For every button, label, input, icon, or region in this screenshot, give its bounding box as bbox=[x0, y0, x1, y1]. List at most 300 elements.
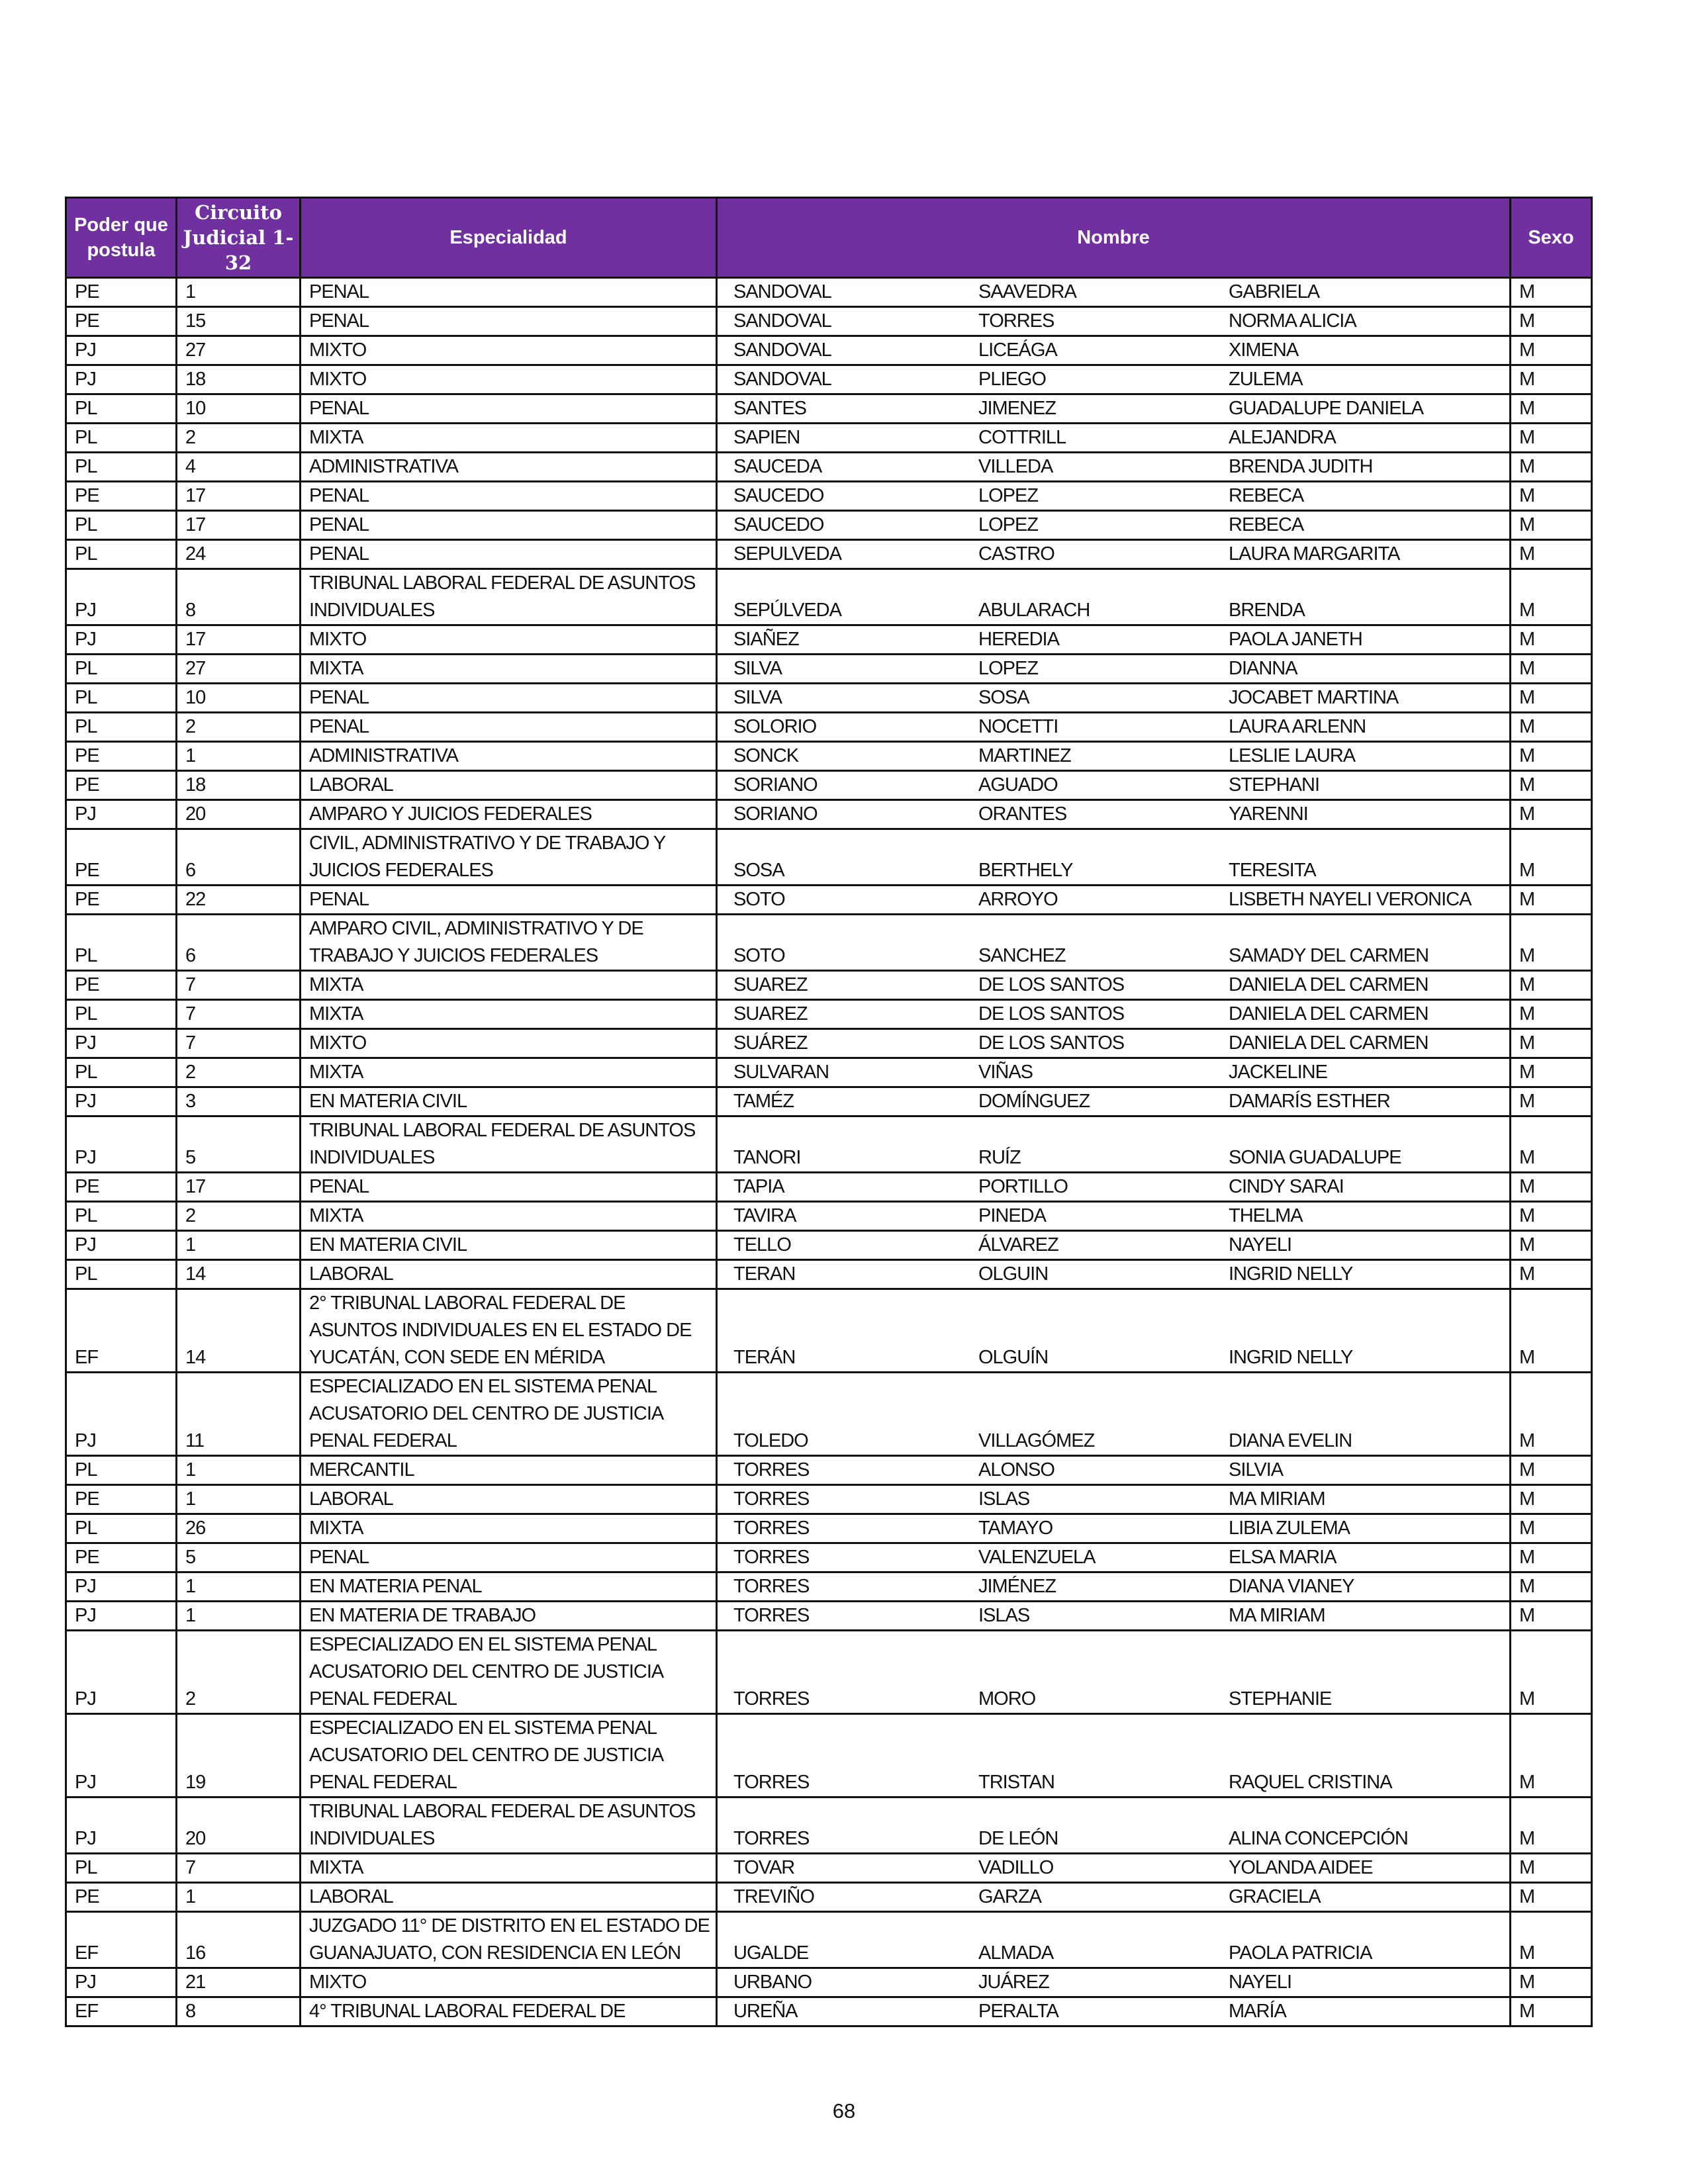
cell-poder: PE bbox=[66, 971, 177, 1000]
cell-nombres: INGRID NELLY bbox=[1229, 1347, 1353, 1368]
cell-sexo: M bbox=[1511, 394, 1592, 424]
cell-nombres: INGRID NELLY bbox=[1229, 1263, 1353, 1285]
cell-circuito: 17 bbox=[177, 511, 301, 540]
cell-especialidad: MIXTO bbox=[301, 1968, 717, 1997]
cell-nombre bbox=[717, 394, 1511, 424]
cell-especialidad: PENAL bbox=[301, 540, 717, 569]
table-row bbox=[66, 886, 1592, 915]
cell-especialidad: PENAL bbox=[301, 511, 717, 540]
cell-apellido-paterno: TORRES bbox=[733, 1547, 810, 1568]
cell-especialidad: LABORAL bbox=[301, 771, 717, 800]
cell-especialidad: ADMINISTRATIVA bbox=[301, 453, 717, 482]
cell-apellido-paterno: SANDOVAL bbox=[733, 281, 831, 302]
cell-apellido-materno: TAMAYO bbox=[978, 1518, 1053, 1539]
cell-circuito: 26 bbox=[177, 1514, 301, 1543]
cell-poder: PL bbox=[66, 424, 177, 453]
cell-apellido-paterno: URBANO bbox=[733, 1972, 812, 1993]
cell-circuito: 24 bbox=[177, 540, 301, 569]
cell-nombre bbox=[717, 1797, 1511, 1854]
cell-circuito: 4 bbox=[177, 453, 301, 482]
cell-apellido-materno: ORANTES bbox=[978, 803, 1067, 825]
cell-especialidad: MIXTO bbox=[301, 625, 717, 655]
cell-apellido-materno: JIMÉNEZ bbox=[978, 1576, 1056, 1597]
cell-nombre bbox=[717, 625, 1511, 655]
cell-apellido-paterno: SAUCEDA bbox=[733, 456, 822, 477]
table-row bbox=[66, 742, 1592, 771]
cell-sexo: M bbox=[1511, 1631, 1592, 1714]
table-row bbox=[66, 278, 1592, 307]
cell-poder: PJ bbox=[66, 1572, 177, 1602]
cell-nombres: REBECA bbox=[1229, 514, 1304, 535]
cell-apellido-paterno: TOVAR bbox=[733, 1857, 795, 1878]
cell-poder: EF bbox=[66, 1912, 177, 1968]
cell-nombre bbox=[717, 1514, 1511, 1543]
table-row bbox=[66, 1058, 1592, 1087]
cell-apellido-materno: BERTHELY bbox=[978, 860, 1073, 881]
cell-especialidad: PENAL bbox=[301, 886, 717, 915]
cell-poder: PL bbox=[66, 453, 177, 482]
cell-nombre bbox=[717, 1714, 1511, 1797]
cell-circuito: 19 bbox=[177, 1714, 301, 1797]
cell-apellido-materno: ALMADA bbox=[978, 1942, 1054, 1964]
cell-apellido-materno: PORTILLO bbox=[978, 1176, 1068, 1197]
cell-apellido-materno: RUÍZ bbox=[978, 1147, 1021, 1168]
cell-nombre bbox=[717, 1997, 1511, 2026]
cell-apellido-materno: AGUADO bbox=[978, 774, 1058, 796]
cell-nombres: DAMARÍS ESTHER bbox=[1229, 1091, 1390, 1112]
cell-especialidad: AMPARO CIVIL, ADMINISTRATIVO Y DE TRABAJO Y JUICIOS FEDERALES bbox=[301, 915, 717, 971]
table-row bbox=[66, 1968, 1592, 1997]
cell-sexo: M bbox=[1511, 1602, 1592, 1631]
cell-especialidad: PENAL bbox=[301, 1543, 717, 1572]
cell-especialidad: CIVIL, ADMINISTRATIVO Y DE TRABAJO Y JUICIOS FEDERALES bbox=[301, 829, 717, 886]
cell-apellido-materno: HEREDIA bbox=[978, 629, 1059, 650]
cell-nombre bbox=[717, 1289, 1511, 1373]
cell-apellido-paterno: SANTES bbox=[733, 398, 807, 419]
cell-apellido-paterno: TORRES bbox=[733, 1488, 810, 1510]
cell-apellido-materno: ÁLVAREZ bbox=[978, 1234, 1058, 1255]
cell-especialidad: MIXTO bbox=[301, 1029, 717, 1058]
cell-apellido-paterno: TORRES bbox=[733, 1576, 810, 1597]
cell-sexo: M bbox=[1511, 1260, 1592, 1289]
cell-poder: PE bbox=[66, 1543, 177, 1572]
cell-apellido-materno: DE LOS SANTOS bbox=[978, 974, 1125, 995]
cell-especialidad: JUZGADO 11° DE DISTRITO EN EL ESTADO DE GUANAJUATO, CON RESIDENCIA EN LEÓN bbox=[301, 1912, 717, 1968]
cell-circuito: 17 bbox=[177, 1173, 301, 1202]
cell-nombre bbox=[717, 1485, 1511, 1514]
cell-nombre bbox=[717, 1029, 1511, 1058]
cell-poder: PL bbox=[66, 655, 177, 684]
cell-especialidad: EN MATERIA PENAL bbox=[301, 1572, 717, 1602]
cell-nombre bbox=[717, 829, 1511, 886]
table-row bbox=[66, 1543, 1592, 1572]
cell-sexo: M bbox=[1511, 424, 1592, 453]
cell-nombres: STEPHANI bbox=[1229, 774, 1320, 796]
table-row bbox=[66, 1912, 1592, 1968]
cell-circuito: 1 bbox=[177, 1485, 301, 1514]
cell-circuito: 15 bbox=[177, 307, 301, 336]
table-row bbox=[66, 1173, 1592, 1202]
cell-nombre bbox=[717, 1202, 1511, 1231]
cell-poder: EF bbox=[66, 1289, 177, 1373]
cell-apellido-paterno: TERAN bbox=[733, 1263, 796, 1285]
cell-apellido-materno: DE LEÓN bbox=[978, 1828, 1058, 1849]
cell-apellido-materno: ARROYO bbox=[978, 889, 1058, 910]
cell-nombre bbox=[717, 1602, 1511, 1631]
cell-apellido-materno: SAAVEDRA bbox=[978, 281, 1076, 302]
cell-especialidad: EN MATERIA CIVIL bbox=[301, 1231, 717, 1260]
table-row bbox=[66, 453, 1592, 482]
cell-especialidad: LABORAL bbox=[301, 1260, 717, 1289]
cell-nombre bbox=[717, 278, 1511, 307]
cell-poder: PE bbox=[66, 307, 177, 336]
cell-apellido-materno: VILLEDA bbox=[978, 456, 1053, 477]
cell-apellido-materno: SOSA bbox=[978, 687, 1029, 708]
cell-sexo: M bbox=[1511, 1714, 1592, 1797]
cell-especialidad: EN MATERIA DE TRABAJO bbox=[301, 1602, 717, 1631]
table-row bbox=[66, 1289, 1592, 1373]
cell-circuito: 1 bbox=[177, 1883, 301, 1912]
cell-sexo: M bbox=[1511, 1854, 1592, 1883]
cell-apellido-paterno: TANORI bbox=[733, 1147, 801, 1168]
table-row bbox=[66, 1373, 1592, 1456]
table-row bbox=[66, 336, 1592, 365]
table-row bbox=[66, 625, 1592, 655]
cell-sexo: M bbox=[1511, 1173, 1592, 1202]
cell-apellido-materno: VIÑAS bbox=[978, 1062, 1033, 1083]
cell-apellido-materno: TRISTAN bbox=[978, 1772, 1055, 1793]
cell-sexo: M bbox=[1511, 1289, 1592, 1373]
cell-nombres: LAURA ARLENN bbox=[1229, 716, 1366, 737]
cell-circuito: 1 bbox=[177, 742, 301, 771]
cell-sexo: M bbox=[1511, 1373, 1592, 1456]
cell-sexo: M bbox=[1511, 1797, 1592, 1854]
cell-apellido-paterno: SIAÑEZ bbox=[733, 629, 799, 650]
cell-nombres: THELMA bbox=[1229, 1205, 1303, 1226]
cell-nombre bbox=[717, 1058, 1511, 1087]
cell-sexo: M bbox=[1511, 453, 1592, 482]
cell-nombres: LAURA MARGARITA bbox=[1229, 543, 1400, 565]
cell-sexo: M bbox=[1511, 1968, 1592, 1997]
cell-poder: PE bbox=[66, 829, 177, 886]
cell-especialidad: MIXTA bbox=[301, 971, 717, 1000]
cell-apellido-paterno: TAMÉZ bbox=[733, 1091, 794, 1112]
cell-nombre bbox=[717, 1572, 1511, 1602]
cell-apellido-paterno: TORRES bbox=[733, 1518, 810, 1539]
cell-especialidad: MIXTO bbox=[301, 365, 717, 394]
cell-nombres: CINDY SARAI bbox=[1229, 1176, 1344, 1197]
cell-apellido-materno: VILLAGÓMEZ bbox=[978, 1430, 1095, 1451]
cell-apellido-materno: PLIEGO bbox=[978, 369, 1046, 390]
cell-nombres: SONIA GUADALUPE bbox=[1229, 1147, 1401, 1168]
cell-apellido-paterno: TORRES bbox=[733, 1828, 810, 1849]
cell-sexo: M bbox=[1511, 1087, 1592, 1116]
cell-circuito: 18 bbox=[177, 771, 301, 800]
table-row bbox=[66, 1202, 1592, 1231]
cell-apellido-materno: CASTRO bbox=[978, 543, 1055, 565]
cell-especialidad: AMPARO Y JUICIOS FEDERALES bbox=[301, 800, 717, 829]
cell-nombre bbox=[717, 336, 1511, 365]
cell-apellido-paterno: SANDOVAL bbox=[733, 340, 831, 361]
cell-sexo: M bbox=[1511, 771, 1592, 800]
table-row bbox=[66, 1485, 1592, 1514]
cell-poder: PE bbox=[66, 886, 177, 915]
table-row bbox=[66, 1602, 1592, 1631]
header-poder: Poder que postula bbox=[66, 198, 177, 278]
cell-especialidad: PENAL bbox=[301, 713, 717, 742]
cell-poder: PL bbox=[66, 1456, 177, 1485]
table-row bbox=[66, 1000, 1592, 1029]
cell-nombre bbox=[717, 307, 1511, 336]
table-row bbox=[66, 540, 1592, 569]
table-row bbox=[66, 1116, 1592, 1173]
cell-apellido-materno: ISLAS bbox=[978, 1605, 1030, 1626]
cell-nombres: GUADALUPE DANIELA bbox=[1229, 398, 1424, 419]
cell-especialidad: PENAL bbox=[301, 278, 717, 307]
cell-apellido-paterno: SAPIEN bbox=[733, 427, 800, 448]
cell-sexo: M bbox=[1511, 1912, 1592, 1968]
cell-nombres: REBECA bbox=[1229, 485, 1304, 506]
cell-sexo: M bbox=[1511, 1231, 1592, 1260]
cell-nombre bbox=[717, 742, 1511, 771]
cell-especialidad: PENAL bbox=[301, 482, 717, 511]
cell-poder: PJ bbox=[66, 365, 177, 394]
cell-sexo: M bbox=[1511, 1116, 1592, 1173]
cell-poder: PJ bbox=[66, 1116, 177, 1173]
cell-nombres: MA MIRIAM bbox=[1229, 1488, 1325, 1510]
table-row bbox=[66, 1854, 1592, 1883]
cell-apellido-paterno: SULVARAN bbox=[733, 1062, 829, 1083]
cell-poder: PL bbox=[66, 511, 177, 540]
cell-apellido-materno: ALONSO bbox=[978, 1459, 1055, 1480]
cell-apellido-materno: VADILLO bbox=[978, 1857, 1054, 1878]
cell-circuito: 27 bbox=[177, 336, 301, 365]
cell-poder: PJ bbox=[66, 1231, 177, 1260]
cell-poder: PL bbox=[66, 1058, 177, 1087]
cell-circuito: 17 bbox=[177, 625, 301, 655]
table-row bbox=[66, 771, 1592, 800]
cell-sexo: M bbox=[1511, 684, 1592, 713]
cell-nombre bbox=[717, 684, 1511, 713]
cell-nombre bbox=[717, 1116, 1511, 1173]
cell-nombre bbox=[717, 1883, 1511, 1912]
cell-apellido-paterno: TOLEDO bbox=[733, 1430, 808, 1451]
cell-apellido-paterno: SAUCEDO bbox=[733, 514, 824, 535]
cell-nombres: PAOLA PATRICIA bbox=[1229, 1942, 1372, 1964]
cell-circuito: 20 bbox=[177, 1797, 301, 1854]
cell-especialidad: PENAL bbox=[301, 307, 717, 336]
cell-poder: PJ bbox=[66, 625, 177, 655]
cell-nombres: YARENNI bbox=[1229, 803, 1308, 825]
cell-circuito: 21 bbox=[177, 1968, 301, 1997]
cell-poder: PL bbox=[66, 684, 177, 713]
cell-poder: PJ bbox=[66, 1968, 177, 1997]
cell-nombres: DANIELA DEL CARMEN bbox=[1229, 1032, 1429, 1054]
cell-apellido-paterno: TAVIRA bbox=[733, 1205, 796, 1226]
cell-poder: PE bbox=[66, 278, 177, 307]
cell-poder: PJ bbox=[66, 1631, 177, 1714]
table-row bbox=[66, 1997, 1592, 2026]
cell-nombres: STEPHANIE bbox=[1229, 1688, 1332, 1709]
cell-poder: PL bbox=[66, 1514, 177, 1543]
cell-apellido-paterno: TERÁN bbox=[733, 1347, 796, 1368]
cell-nombre bbox=[717, 971, 1511, 1000]
cell-nombres: ALEJANDRA bbox=[1229, 427, 1336, 448]
cell-nombre bbox=[717, 1968, 1511, 1997]
cell-apellido-materno: LOPEZ bbox=[978, 514, 1039, 535]
cell-nombre bbox=[717, 1260, 1511, 1289]
cell-especialidad: MERCANTIL bbox=[301, 1456, 717, 1485]
cell-poder: PL bbox=[66, 713, 177, 742]
cell-apellido-paterno: TORRES bbox=[733, 1772, 810, 1793]
cell-nombres: DIANA VIANEY bbox=[1229, 1576, 1354, 1597]
cell-sexo: M bbox=[1511, 1543, 1592, 1572]
cell-sexo: M bbox=[1511, 1883, 1592, 1912]
cell-sexo: M bbox=[1511, 540, 1592, 569]
table-row bbox=[66, 394, 1592, 424]
cell-poder: PE bbox=[66, 482, 177, 511]
cell-apellido-paterno: SOSA bbox=[733, 860, 784, 881]
cell-nombres: SILVIA bbox=[1229, 1459, 1284, 1480]
cell-nombre bbox=[717, 511, 1511, 540]
cell-sexo: M bbox=[1511, 655, 1592, 684]
cell-apellido-materno: TORRES bbox=[978, 310, 1055, 332]
cell-apellido-materno: MARTINEZ bbox=[978, 745, 1071, 766]
cell-apellido-paterno: TELLO bbox=[733, 1234, 791, 1255]
table-row bbox=[66, 1883, 1592, 1912]
cell-circuito: 20 bbox=[177, 800, 301, 829]
cell-apellido-paterno: SILVA bbox=[733, 687, 782, 708]
cell-apellido-materno: OLGUIN bbox=[978, 1263, 1049, 1285]
table-row bbox=[66, 1087, 1592, 1116]
cell-especialidad: 4° TRIBUNAL LABORAL FEDERAL DE bbox=[301, 1997, 717, 2026]
table-row bbox=[66, 713, 1592, 742]
candidates-table bbox=[65, 197, 1593, 2027]
cell-nombres: NAYELI bbox=[1229, 1972, 1292, 1993]
cell-apellido-paterno: UGALDE bbox=[733, 1942, 809, 1964]
cell-nombres: ZULEMA bbox=[1229, 369, 1303, 390]
table-row bbox=[66, 915, 1592, 971]
cell-apellido-materno: VALENZUELA bbox=[978, 1547, 1096, 1568]
cell-apellido-paterno: SORIANO bbox=[733, 774, 818, 796]
cell-sexo: M bbox=[1511, 1058, 1592, 1087]
table-row bbox=[66, 1231, 1592, 1260]
cell-apellido-materno: DE LOS SANTOS bbox=[978, 1003, 1125, 1024]
cell-sexo: M bbox=[1511, 278, 1592, 307]
cell-especialidad: MIXTA bbox=[301, 655, 717, 684]
cell-poder: PL bbox=[66, 1000, 177, 1029]
cell-apellido-materno: GARZA bbox=[978, 1886, 1041, 1907]
cell-sexo: M bbox=[1511, 713, 1592, 742]
cell-circuito: 14 bbox=[177, 1289, 301, 1373]
cell-apellido-materno: ABULARACH bbox=[978, 600, 1090, 621]
table-row bbox=[66, 1714, 1592, 1797]
cell-nombre bbox=[717, 1456, 1511, 1485]
cell-sexo: M bbox=[1511, 1202, 1592, 1231]
cell-circuito: 1 bbox=[177, 1231, 301, 1260]
cell-nombre bbox=[717, 540, 1511, 569]
cell-nombres: RAQUEL CRISTINA bbox=[1229, 1772, 1392, 1793]
cell-apellido-materno: OLGUÍN bbox=[978, 1347, 1049, 1368]
cell-especialidad: LABORAL bbox=[301, 1485, 717, 1514]
cell-circuito: 2 bbox=[177, 1202, 301, 1231]
cell-circuito: 6 bbox=[177, 829, 301, 886]
header-especialidad: Especialidad bbox=[301, 198, 717, 278]
cell-sexo: M bbox=[1511, 1514, 1592, 1543]
cell-circuito: 7 bbox=[177, 1029, 301, 1058]
cell-poder: PJ bbox=[66, 800, 177, 829]
cell-nombres: NAYELI bbox=[1229, 1234, 1292, 1255]
cell-circuito: 2 bbox=[177, 1058, 301, 1087]
cell-nombres: TERESITA bbox=[1229, 860, 1316, 881]
cell-nombre bbox=[717, 771, 1511, 800]
cell-nombre bbox=[717, 915, 1511, 971]
cell-poder: PJ bbox=[66, 1602, 177, 1631]
table-row bbox=[66, 1797, 1592, 1854]
cell-poder: EF bbox=[66, 1997, 177, 2026]
cell-nombre bbox=[717, 1631, 1511, 1714]
cell-poder: PE bbox=[66, 771, 177, 800]
cell-apellido-materno: JUÁREZ bbox=[978, 1972, 1049, 1993]
cell-apellido-materno: MORO bbox=[978, 1688, 1036, 1709]
cell-sexo: M bbox=[1511, 829, 1592, 886]
cell-especialidad: ESPECIALIZADO EN EL SISTEMA PENAL ACUSATORIO DEL CENTRO DE JUSTICIA PENAL FEDERAL bbox=[301, 1373, 717, 1456]
cell-nombre bbox=[717, 1373, 1511, 1456]
cell-apellido-paterno: SORIANO bbox=[733, 803, 818, 825]
cell-nombre bbox=[717, 453, 1511, 482]
cell-apellido-paterno: SAUCEDO bbox=[733, 485, 824, 506]
cell-circuito: 1 bbox=[177, 1602, 301, 1631]
cell-nombres: ELSA MARIA bbox=[1229, 1547, 1336, 1568]
cell-especialidad: MIXTA bbox=[301, 1202, 717, 1231]
cell-poder: PJ bbox=[66, 569, 177, 625]
cell-especialidad: 2° TRIBUNAL LABORAL FEDERAL DE ASUNTOS INDIVIDUALES EN EL ESTADO DE YUCATÁN, CON SEDE EN MÉRIDA bbox=[301, 1289, 717, 1373]
table-row bbox=[66, 1514, 1592, 1543]
cell-nombres: DIANNA bbox=[1229, 658, 1297, 679]
cell-poder: PJ bbox=[66, 1087, 177, 1116]
cell-apellido-materno: JIMENEZ bbox=[978, 398, 1056, 419]
cell-apellido-paterno: SOTO bbox=[733, 889, 785, 910]
cell-sexo: M bbox=[1511, 365, 1592, 394]
header-nombre: Nombre bbox=[717, 198, 1511, 278]
cell-circuito: 10 bbox=[177, 684, 301, 713]
cell-nombres: JOCABET MARTINA bbox=[1229, 687, 1399, 708]
cell-nombre bbox=[717, 800, 1511, 829]
table-header-row bbox=[66, 198, 1592, 278]
table-row bbox=[66, 1029, 1592, 1058]
cell-nombres: XIMENA bbox=[1229, 340, 1299, 361]
cell-sexo: M bbox=[1511, 971, 1592, 1000]
cell-sexo: M bbox=[1511, 800, 1592, 829]
cell-apellido-materno: SANCHEZ bbox=[978, 945, 1066, 966]
cell-especialidad: TRIBUNAL LABORAL FEDERAL DE ASUNTOS INDIVIDUALES bbox=[301, 1797, 717, 1854]
cell-sexo: M bbox=[1511, 625, 1592, 655]
cell-nombres: ALINA CONCEPCIÓN bbox=[1229, 1828, 1408, 1849]
cell-nombres: GRACIELA bbox=[1229, 1886, 1321, 1907]
cell-nombres: BRENDA bbox=[1229, 600, 1305, 621]
cell-sexo: M bbox=[1511, 511, 1592, 540]
header-sexo: Sexo bbox=[1511, 198, 1592, 278]
cell-circuito: 14 bbox=[177, 1260, 301, 1289]
cell-poder: PJ bbox=[66, 1714, 177, 1797]
cell-circuito: 3 bbox=[177, 1087, 301, 1116]
cell-apellido-paterno: TREVIÑO bbox=[733, 1886, 814, 1907]
cell-nombres: GABRIELA bbox=[1229, 281, 1320, 302]
table-row bbox=[66, 1572, 1592, 1602]
cell-poder: PL bbox=[66, 540, 177, 569]
cell-sexo: M bbox=[1511, 742, 1592, 771]
table-body bbox=[66, 278, 1592, 2026]
